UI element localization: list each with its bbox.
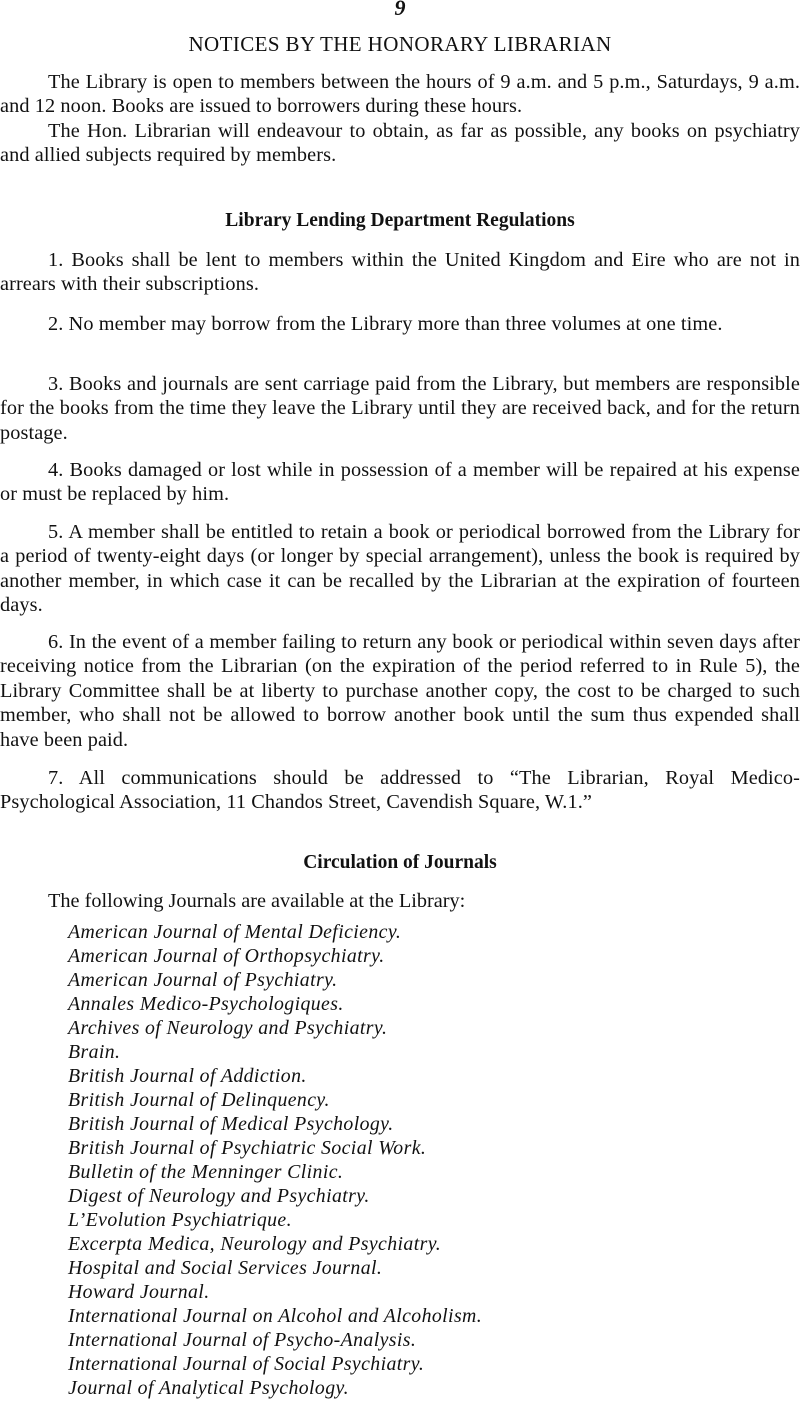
journal-item: International Journal of Psycho-Analysis.: [68, 1329, 417, 1351]
journal-item: Digest of Neurology and Psychiatry.: [68, 1185, 370, 1207]
opening-notices: [0, 70, 800, 168]
notice-paragraph: The Hon. Librarian will endeavour to obtain, as far as possible, any books on psychiatry and allied subjects required by members.: [0, 119, 800, 167]
regulation-rule-1: [0, 248, 800, 297]
journal-item: American Journal of Mental Deficiency.: [68, 921, 402, 943]
journal-item: Hospital and Social Services Journal.: [68, 1257, 383, 1279]
journal-item: Brain.: [68, 1041, 121, 1063]
journal-item: International Journal on Alcohol and Alcoholism.: [68, 1305, 483, 1327]
rule-text: 1. Books shall be lent to members within the United Kingdom and Eire who are not in arrears with their subscriptions.: [0, 249, 800, 296]
regulation-rule-7: [0, 766, 800, 815]
journal-item: Archives of Neurology and Psychiatry.: [68, 1017, 388, 1039]
regulation-rule-4: [0, 458, 800, 507]
journal-item: American Journal of Orthopsychiatry.: [68, 945, 385, 967]
journal-item: British Journal of Delinquency.: [68, 1089, 330, 1111]
rule-text: 6. In the event of a member failing to return any book or periodical within seven days after receiving notice from the Librarian (on the expiration of the period referred to in Rule 5), the Library Committee shall be at liberty to purchase another copy, the cost to be charged to such member, who shall not be allowed to borrow another book until the sum thus expended shall have been paid.: [0, 631, 800, 751]
regulation-rule-3: [0, 372, 800, 445]
journals-heading: Circulation of Journals: [303, 852, 497, 873]
rule-text: 2. No member may borrow from the Library more than three volumes at one time.: [48, 313, 723, 335]
journal-item: British Journal of Psychiatric Social Work.: [68, 1137, 427, 1159]
journal-item: Bulletin of the Menninger Clinic.: [68, 1161, 344, 1183]
journal-item: Journal of Analytical Psychology.: [68, 1377, 349, 1399]
journal-item: British Journal of Addiction.: [68, 1065, 307, 1087]
journal-item: British Journal of Medical Psychology.: [68, 1113, 394, 1135]
journal-item: American Journal of Psychiatry.: [68, 969, 338, 991]
journal-item: International Journal of Social Psychiatry.: [68, 1353, 425, 1375]
journal-item: Excerpta Medica, Neurology and Psychiatry.: [68, 1233, 442, 1255]
rule-text: 4. Books damaged or lost while in possession of a member will be repaired at his expense or must be replaced by him.: [0, 459, 800, 506]
regulations-heading: Library Lending Department Regulations: [225, 210, 575, 231]
journal-item: L’Evolution Psychiatrique.: [68, 1209, 292, 1231]
page-number: 9: [394, 0, 406, 20]
journal-item: Annales Medico-Psychologiques.: [68, 993, 344, 1015]
regulation-rule-5: [0, 520, 800, 618]
journal-item: Howard Journal.: [68, 1281, 210, 1303]
rule-text: 5. A member shall be entitled to retain a book or periodical borrowed from the Library for a period of twenty-eight days (or longer by special arrangement), unless the book is required by another member, in which case it can be recalled by the Librarian at the expiration of fourteen days.: [0, 521, 800, 617]
journals-intro: The following Journals are available at the Library:: [48, 890, 466, 912]
rule-text: 3. Books and journals are sent carriage paid from the Library, but members are responsible for the books from the time they leave the Library until they are received back, and for the return postage.: [0, 373, 800, 444]
regulation-rule-6: [0, 630, 800, 752]
notice-paragraph: The Library is open to members between the hours of 9 a.m. and 5 p.m., Saturdays, 9 a.m. and 12 noon. Books are issued to borrowers during these hours.: [0, 71, 800, 118]
regulation-rule-2: [0, 312, 800, 336]
journal-list: [68, 920, 768, 1400]
page-title: NOTICES BY THE HONORARY LIBRARIAN: [188, 32, 612, 56]
rule-text: 7. All communications should be addressed to “The Librarian, Royal Medico-Psychological Association, 11 Chandos Street, Cavendish Square, W.1.”: [0, 767, 800, 814]
